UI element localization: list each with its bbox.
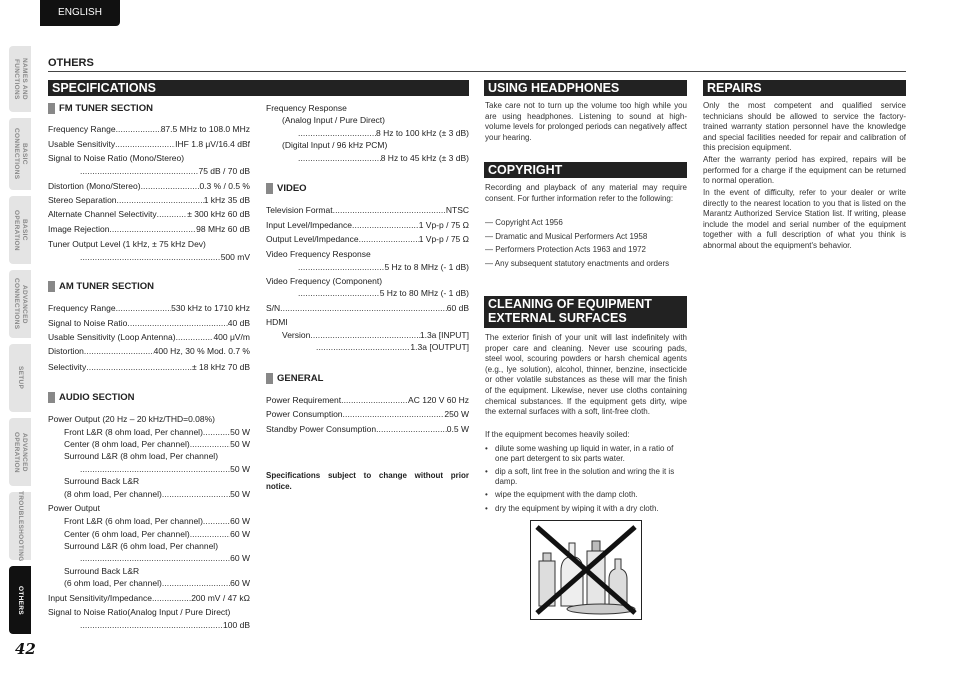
repairs-text-3: In the event of difficulty, refer to your dealer or write directly to the nearest location to you that is listed on the Marantz Authorized Service Station list. If writing, please include the model and serial number of the equipment together with a full description of what you think is abnormal about the equipment's behavior. (703, 188, 906, 250)
spec-row (48, 346, 250, 356)
spec-row (48, 593, 250, 603)
spec-label: Standby Power Consumption (266, 424, 377, 434)
subsection-title-text: FM TUNER SECTION (59, 103, 153, 114)
section-marker-icon (48, 103, 55, 114)
spec-label: Alternate Channel Selectivity (48, 209, 157, 219)
fm-tuner-section-title (48, 103, 153, 114)
dot-leader (157, 209, 188, 219)
spec-row (80, 464, 250, 474)
dot-leader (116, 303, 172, 313)
section-heading: OTHERS (48, 57, 94, 69)
spec-label: Frequency Range (48, 303, 116, 313)
side-tab-advanced-connections[interactable] (9, 270, 31, 338)
spec-label: Center (6 ohm load, Per channel) (64, 529, 190, 539)
spec-row (298, 288, 469, 298)
side-tab-label: BASIC CONNECTIONS (13, 128, 28, 180)
section-marker-icon (266, 183, 273, 194)
cleaning-bullet: • wipe the equipment with the damp cloth. (485, 490, 687, 500)
dot-leader (298, 128, 376, 138)
spec-row (64, 476, 250, 486)
am-tuner-section-title (48, 281, 154, 292)
spec-row (282, 140, 469, 150)
dot-leader (80, 464, 230, 474)
dot-leader (84, 346, 154, 356)
spec-value: 50 W (230, 464, 250, 474)
prohibited-bottles-icon (531, 521, 641, 619)
cleaning-heavy-label: If the equipment becomes heavily soiled: (485, 430, 630, 439)
spec-row (266, 409, 469, 419)
page-number: 42 (15, 640, 36, 658)
spec-value: AC 120 V 60 Hz (408, 395, 469, 405)
spec-row (298, 262, 469, 272)
side-tab-advanced-operation[interactable] (9, 418, 31, 486)
spec-label: Surround L&R (6 ohm load, Per channel) (64, 541, 219, 551)
spec-row (266, 276, 469, 286)
spec-label: Usable Sensitivity (48, 139, 116, 149)
side-tab-label: SETUP (17, 366, 24, 390)
spec-row (64, 529, 250, 539)
spec-label: Television Format (266, 205, 333, 215)
spec-label: Input Level/Impedance (266, 220, 353, 230)
spec-label: Frequency Range (48, 124, 116, 134)
subsection-title-text: VIDEO (277, 183, 307, 194)
spec-value: 75 dB / 70 dB (198, 166, 250, 176)
spec-label: Distortion (48, 346, 84, 356)
specifications-title: SPECIFICATIONS (48, 80, 469, 96)
spec-row (48, 239, 250, 249)
spec-row (48, 303, 250, 313)
spec-label: Power Output (48, 503, 100, 513)
side-tab-troubleshooting[interactable] (9, 492, 31, 560)
spec-value: 1.3a [INPUT] (419, 330, 469, 340)
spec-row (266, 424, 469, 434)
cleaning-bullet: • dry the equipment by wiping it with a dry cloth. (485, 504, 687, 514)
repairs-text-2: After the warranty period has expired, repairs will be performed for a charge if the equipment can be returned to normal operation. (703, 155, 906, 186)
spec-value: 60 W (230, 578, 250, 588)
side-tab-basic-operation[interactable] (9, 196, 31, 264)
spec-value: 200 mV / 47 kΩ (191, 593, 250, 603)
spec-value: 60 W (230, 516, 250, 526)
cleaning-title (484, 296, 687, 328)
spec-row (48, 124, 250, 134)
video-section-title (266, 183, 307, 194)
spec-row (48, 224, 250, 234)
heading-divider (48, 71, 906, 72)
dot-leader (109, 224, 196, 234)
cleaning-bullet: • dip a soft, lint free in the solution and wring the it is damp. (485, 467, 687, 487)
audio-section-title (48, 392, 134, 403)
spec-label: Frequency Response (266, 103, 347, 113)
spec-value: 87.5 MHz to 108.0 MHz (160, 124, 250, 134)
dot-leader (117, 195, 204, 205)
dot-leader (176, 332, 214, 342)
spec-value: 1 Vp-p / 75 Ω (418, 220, 469, 230)
general-section-title (266, 373, 323, 384)
dot-leader (80, 553, 230, 563)
spec-value: 1 Vp-p / 75 Ω (418, 234, 469, 244)
spec-value: 60 W (230, 529, 250, 539)
spec-value: 5 Hz to 8 MHz (- 1 dB) (384, 262, 469, 272)
subsection-title-text: AM TUNER SECTION (59, 281, 154, 292)
spec-value: 98 MHz 60 dB (196, 224, 250, 234)
spec-label: Front L&R (6 ohm load, Per channel) (64, 516, 203, 526)
dot-leader (376, 424, 447, 434)
spec-value: 5 Hz to 80 MHz (- 1 dB) (379, 288, 469, 298)
spec-value: 500 mV (220, 252, 250, 262)
spec-row (266, 249, 469, 259)
spec-label: Surround L&R (8 ohm load, Per channel) (64, 451, 219, 461)
spec-label: Output Level/Impedance (266, 234, 359, 244)
spec-label: Surround Back L&R (64, 566, 140, 576)
spec-row (64, 541, 250, 551)
side-tab-names-and-functions[interactable] (9, 46, 31, 112)
dot-leader (298, 262, 384, 272)
spec-row (266, 317, 469, 327)
side-tab-label: TROUBLESHOOTING (17, 490, 24, 562)
spec-value: 100 dB (223, 620, 250, 630)
headphones-title: USING HEADPHONES (484, 80, 687, 96)
spec-row (48, 414, 250, 424)
dot-leader (310, 330, 420, 340)
spec-row (64, 451, 250, 461)
dot-leader (333, 205, 446, 215)
copyright-text: Recording and playback of any material may require consent. For further information refer to the following: (485, 183, 687, 203)
copyright-title: COPYRIGHT (484, 162, 687, 178)
spec-row (316, 342, 469, 352)
subsection-title-text: AUDIO SECTION (59, 392, 135, 403)
spec-label: Stereo Separation (48, 195, 117, 205)
dot-leader (80, 620, 223, 630)
spec-row (64, 427, 250, 437)
spec-label: HDMI (266, 317, 288, 327)
copyright-item: — Any subsequent statutory enactments and orders (485, 259, 670, 268)
dot-leader (343, 409, 445, 419)
dot-leader (280, 303, 447, 313)
side-tab-label: ADVANCED CONNECTIONS (13, 278, 28, 330)
language-tab[interactable]: ENGLISH (40, 0, 120, 26)
cleaning-text: The exterior finish of your unit will last indefinitely with proper care and cleaning. Never use scouring pads, steel wool, scouring powders or harsh chemical agents (e.g., lye solution), alcohol, thinner, benzine, insecticide or other volatile substances as these will mar the finish of the equipment. Likewise, never use cloths containing chemical substances. If the equipment gets dirty, wipe the external surfaces with a soft, lint-free cloth. (485, 333, 687, 417)
spec-row (80, 166, 250, 176)
copyright-item: — Performers Protection Acts 1963 and 1972 (485, 245, 646, 254)
spec-value: IHF 1.8 μV/16.4 dBf (175, 139, 250, 149)
spec-label: Signal to Noise Ratio(Analog Input / Pure Direct) (48, 607, 231, 617)
cleaning-bullet: • dilute some washing up liquid in water, in a ratio of one part detergent to six parts water. (485, 444, 687, 464)
spec-row (48, 607, 250, 617)
dot-leader (203, 516, 230, 526)
spec-row (80, 620, 250, 630)
dot-leader (162, 489, 230, 499)
dot-leader (162, 578, 230, 588)
spec-label: (6 ohm load, Per channel) (64, 578, 162, 588)
spec-value: 8 Hz to 100 kHz (± 3 dB) (375, 128, 469, 138)
spec-label: Power Requirement (266, 395, 342, 405)
spec-row (282, 115, 469, 125)
copyright-item: — Dramatic and Musical Performers Act 1958 (485, 232, 648, 241)
spec-value: 250 W (444, 409, 469, 419)
spec-row (298, 128, 469, 138)
spec-row (266, 103, 469, 113)
side-tab-label: ADVANCED OPERATION (13, 431, 28, 473)
spec-row (64, 566, 250, 576)
repairs-title: REPAIRS (703, 80, 906, 96)
side-tab-basic-connections[interactable] (9, 118, 31, 190)
dot-leader (203, 427, 230, 437)
dot-leader (190, 529, 230, 539)
side-tab-setup[interactable] (9, 344, 31, 412)
side-tab-label: BASIC OPERATION (13, 209, 28, 251)
spec-row (48, 362, 250, 372)
dot-leader (359, 234, 419, 244)
spec-label: Signal to Noise Ratio (48, 318, 128, 328)
spec-row (48, 195, 250, 205)
dot-leader (80, 252, 221, 262)
spec-row (64, 439, 250, 449)
spec-row (64, 516, 250, 526)
dot-leader (86, 362, 192, 372)
spec-value: 60 dB (446, 303, 469, 313)
spec-value: 40 dB (227, 318, 250, 328)
spec-row (64, 489, 250, 499)
headphones-text: Take care not to turn up the volume too high while you are using headphones. Listening to sound at high-volume levels for prolonged periods can negatively affect your hearing. (485, 101, 687, 142)
dot-leader (298, 153, 381, 163)
bullet-text: dip a soft, lint free in the solution and wring the it is damp. (495, 467, 675, 486)
dot-leader (127, 318, 227, 328)
dot-leader (116, 124, 161, 134)
section-marker-icon (48, 281, 55, 292)
spec-row (48, 153, 250, 163)
spec-row (48, 181, 250, 191)
spec-row (282, 330, 469, 340)
spec-value: 50 W (230, 489, 250, 499)
spec-value: 1 kHz 35 dB (203, 195, 250, 205)
spec-value: ± 300 kHz 60 dB (187, 209, 250, 219)
spec-label: (8 ohm load, Per channel) (64, 489, 162, 499)
spec-value: 60 W (230, 553, 250, 563)
spec-value: NTSC (445, 205, 469, 215)
section-marker-icon (48, 392, 55, 403)
dot-leader (190, 439, 230, 449)
spec-row (266, 303, 469, 313)
spec-row (80, 252, 250, 262)
spec-row (266, 205, 469, 215)
bullet-text: dry the equipment by wiping it with a dry cloth. (495, 504, 659, 513)
spec-row (48, 318, 250, 328)
spec-value: 400 μV/m (213, 332, 250, 342)
spec-label: Tuner Output Level (1 kHz, ± 75 kHz Dev) (48, 239, 206, 249)
spec-label: (Analog Input / Pure Direct) (282, 115, 385, 125)
dot-leader (141, 181, 200, 191)
side-tab-others[interactable] (9, 566, 31, 634)
spec-value: 530 kHz to 1710 kHz (171, 303, 250, 313)
dot-leader (152, 593, 191, 603)
specifications-notice: Specifications subject to change without prior notice. (266, 471, 469, 491)
spec-label: Selectivity (48, 362, 87, 372)
spec-value: 400 Hz, 30 % Mod. 0.7 % (153, 346, 250, 356)
spec-label: Distortion (Mono/Stereo) (48, 181, 141, 191)
spec-label: Front L&R (8 ohm load, Per channel) (64, 427, 203, 437)
spec-label: Video Frequency Response (266, 249, 371, 259)
spec-label: Power Output (20 Hz – 20 kHz/THD=0.08%) (48, 414, 215, 424)
section-marker-icon (266, 373, 273, 384)
spec-row (64, 578, 250, 588)
spec-value: 0.5 W (446, 424, 469, 434)
spec-value: ± 18 kHz 70 dB (191, 362, 250, 372)
side-tab-label: NAMES AND FUNCTIONS (13, 58, 28, 100)
spec-row (266, 234, 469, 244)
spec-label: S/N (266, 303, 281, 313)
side-tab-label: OTHERS (17, 585, 24, 615)
spec-row (48, 332, 250, 342)
spec-value: 1.3a [OUTPUT] (410, 342, 469, 352)
spec-row (80, 553, 250, 563)
spec-row (266, 220, 469, 230)
dot-leader (298, 288, 380, 298)
dot-leader (341, 395, 408, 405)
spec-label: Surround Back L&R (64, 476, 140, 486)
spec-label: Version (282, 330, 311, 340)
dot-leader (316, 342, 410, 352)
spec-row (48, 503, 250, 513)
spec-value: 0.3 % / 0.5 % (199, 181, 250, 191)
bullet-text: dilute some washing up liquid in water, in a ratio of one part detergent to six parts water. (495, 444, 674, 463)
spec-value: 50 W (230, 427, 250, 437)
spec-label: Input Sensitivity/Impedance (48, 593, 152, 603)
dot-leader (115, 139, 175, 149)
cleaning-title-line2: EXTERNAL SURFACES (488, 311, 627, 325)
repairs-text-1: Only the most competent and qualified service technicians should be allowed to service the factory-trained warranty station personnel have the knowledge and special facilities needed for repair and calibration of this precision equipment. (703, 101, 906, 153)
spec-label: (Digital Input / 96 kHz PCM) (282, 140, 388, 150)
spec-label: Image Rejection (48, 224, 110, 234)
dot-leader (80, 166, 198, 176)
cleaning-title-line1: CLEANING OF EQUIPMENT (488, 297, 652, 311)
spec-row (48, 209, 250, 219)
bullet-text: wipe the equipment with the damp cloth. (495, 490, 638, 499)
no-chemicals-illustration (530, 520, 642, 620)
spec-label: Video Frequency (Component) (266, 276, 383, 286)
spec-label: Power Consumption (266, 409, 343, 419)
spec-row (266, 395, 469, 405)
spec-row (48, 139, 250, 149)
spec-value: 8 Hz to 45 kHz (± 3 dB) (380, 153, 469, 163)
subsection-title-text: GENERAL (277, 373, 324, 384)
spec-row (298, 153, 469, 163)
spec-label: Signal to Noise Ratio (Mono/Stereo) (48, 153, 185, 163)
spec-label: Usable Sensitivity (Loop Antenna) (48, 332, 176, 342)
dot-leader (352, 220, 419, 230)
copyright-item: — Copyright Act 1956 (485, 218, 563, 227)
spec-value: 50 W (230, 439, 250, 449)
spec-label: Center (8 ohm load, Per channel) (64, 439, 190, 449)
